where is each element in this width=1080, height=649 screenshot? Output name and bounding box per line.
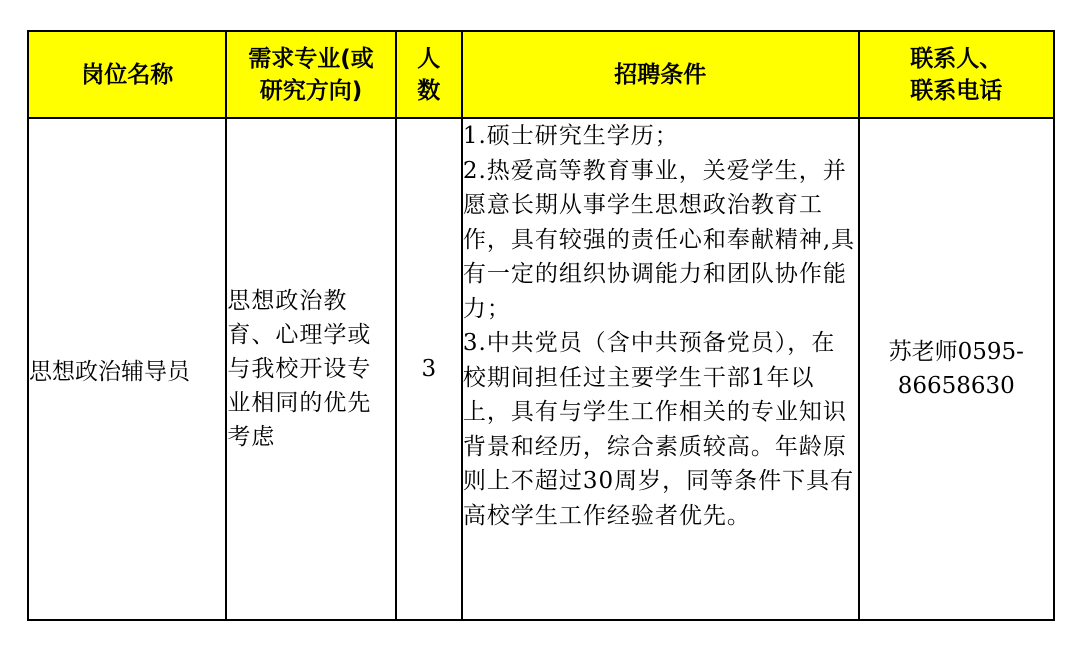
cell-post-name: 思想政治辅导员 (28, 118, 226, 620)
table-body (28, 118, 1054, 620)
cell-contact (859, 118, 1054, 620)
cell-count: 3 (396, 118, 462, 620)
header-count-line2: 数 (417, 77, 441, 104)
header-major-line2: 研究方向) (259, 77, 363, 104)
cell-major: 思想政治教育、心理学或与我校开设专业相同的优先考虑 (226, 118, 395, 620)
cell-conditions (462, 118, 859, 620)
header-post-name (28, 31, 226, 118)
header-count (396, 31, 462, 118)
header-major (226, 31, 395, 118)
condition-item-3: 3.中共党员（含中共预备党员），在校期间担任过主要学生干部1年以上，具有与学生工作相关的专业知识背景和经历，综合素质较高。年龄原则上不超过30周岁，同等条件下具有高校学生工作经验者优先。 (462, 330, 855, 529)
header-post-name-label: 岗位名称 (81, 61, 174, 88)
header-row (28, 31, 1054, 118)
table-header (28, 31, 1054, 118)
header-count-line1: 人 (417, 45, 441, 72)
header-major-line1: 需求专业(或 (248, 45, 374, 72)
condition-item-1: 1.硕士研究生学历； (462, 123, 679, 149)
header-conditions-label: 招聘条件 (614, 61, 707, 88)
recruitment-table (27, 30, 1055, 621)
header-contact-line2: 联系电话 (910, 77, 1003, 104)
contact-name-line: 苏老师0595- (888, 339, 1024, 365)
contact-phone-line: 86658630 (897, 373, 1015, 399)
condition-item-2: 2.热爱高等教育事业，关爱学生，并愿意长期从事学生思想政治教育工作，具有较强的责任心和奉献精神,具有一定的组织协调能力和团队协作能力； (462, 157, 856, 322)
header-conditions (462, 31, 859, 118)
header-contact-line1: 联系人、 (910, 45, 1003, 72)
table-row (28, 118, 1054, 620)
header-contact (859, 31, 1054, 118)
